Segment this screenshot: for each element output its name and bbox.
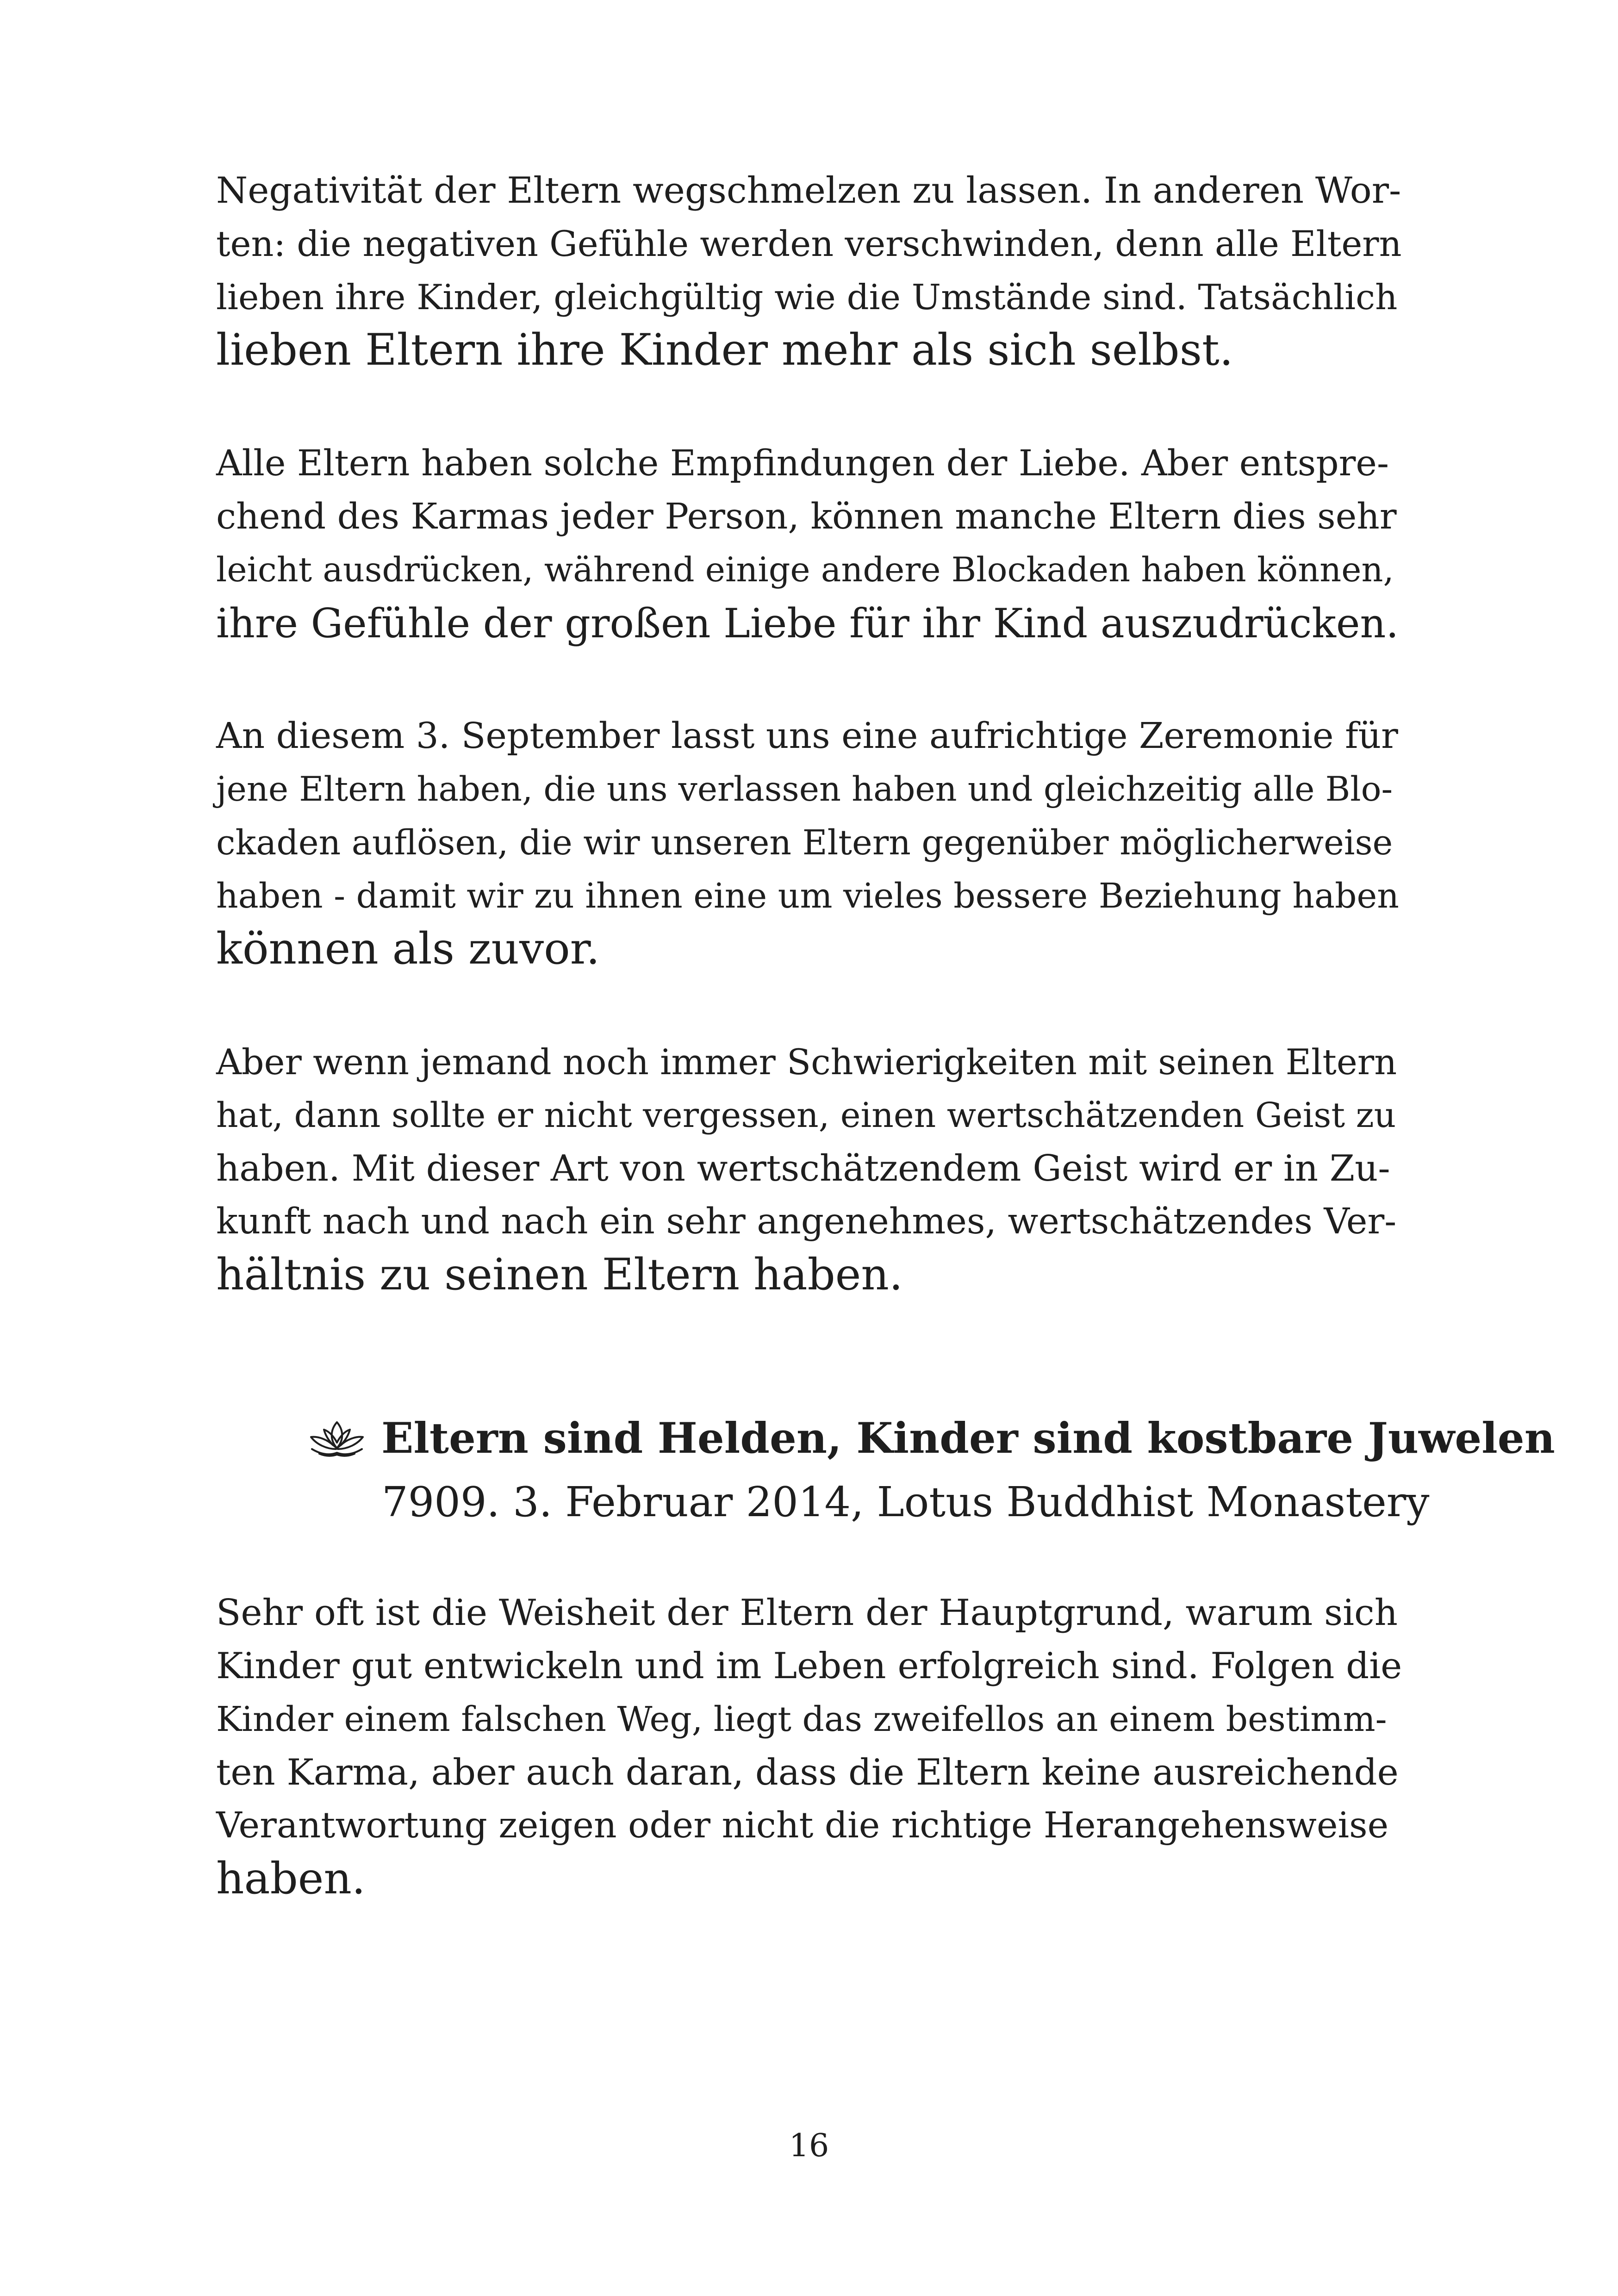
text-line: haben - damit wir zu ihnen eine um vieles bessere Beziehung haben bbox=[216, 876, 1399, 916]
text-line: Alle Eltern haben solche Empfindungen der Liebe. Aber entspre- bbox=[216, 443, 1389, 484]
text-line: haben. bbox=[216, 1854, 366, 1904]
text-line: lieben Eltern ihre Kinder mehr als sich selbst. bbox=[216, 325, 1233, 375]
text-line: können als zuvor. bbox=[216, 924, 600, 974]
text-line: lieben ihre Kinder, gleichgültig wie die Umstände sind. Tatsächlich bbox=[216, 277, 1398, 317]
text-line: chend des Karmas jeder Person, können manche Eltern dies sehr bbox=[216, 496, 1397, 537]
text-line: hat, dann sollte er nicht vergessen, einen wertschätzenden Geist zu bbox=[216, 1095, 1396, 1135]
text-line: Aber wenn jemand noch immer Schwierigkeiten mit seinen Eltern bbox=[216, 1041, 1397, 1083]
text-line: Kinder einem falschen Weg, liegt das zweifellos an einem bestimm- bbox=[216, 1699, 1387, 1739]
text-line: ten: die negativen Gefühle werden verschwinden, denn alle Eltern bbox=[216, 223, 1402, 264]
section-subtitle: 7909. 3. Februar 2014, Lotus Buddhist Monastery bbox=[382, 1478, 1430, 1526]
lotus-icon bbox=[305, 1419, 368, 1458]
section-title: Eltern sind Helden, Kinder sind kostbare Juwelen bbox=[381, 1413, 1555, 1463]
text-line: leicht ausdrücken, während einige andere Blockaden haben können, bbox=[216, 550, 1394, 590]
section-heading bbox=[305, 1409, 1555, 1467]
text-line: jene Eltern haben, die uns verlassen haben und gleichzeitig alle Blo- bbox=[216, 770, 1393, 809]
text-line: hältnis zu seinen Eltern haben. bbox=[216, 1250, 903, 1300]
text-line: haben. Mit dieser Art von wertschätzendem Geist wird er in Zu- bbox=[216, 1148, 1390, 1189]
text-line: Sehr oft ist die Weisheit der Eltern der Hauptgrund, warum sich bbox=[216, 1592, 1398, 1634]
page-number: 16 bbox=[789, 2128, 829, 2164]
text-line: Verantwortung zeigen oder nicht die richtige Herangehensweise bbox=[216, 1805, 1389, 1846]
text-line: kunft nach und nach ein sehr angenehmes, wertschätzendes Ver- bbox=[216, 1201, 1397, 1242]
text-line: Kinder gut entwickeln und im Leben erfolgreich sind. Folgen die bbox=[216, 1645, 1402, 1687]
text-line: An diesem 3. September lasst uns eine aufrichtige Zeremonie für bbox=[216, 716, 1398, 757]
text-line: Negativität der Eltern wegschmelzen zu lassen. In anderen Wor- bbox=[216, 170, 1401, 212]
text-line: ihre Gefühle der großen Liebe für ihr Kind auszudrücken. bbox=[216, 600, 1399, 647]
text-line: ten Karma, aber auch daran, dass die Eltern keine ausreichende bbox=[216, 1752, 1399, 1793]
text-line: ckaden auflösen, die wir unseren Eltern gegenüber möglicherweise bbox=[216, 823, 1393, 863]
